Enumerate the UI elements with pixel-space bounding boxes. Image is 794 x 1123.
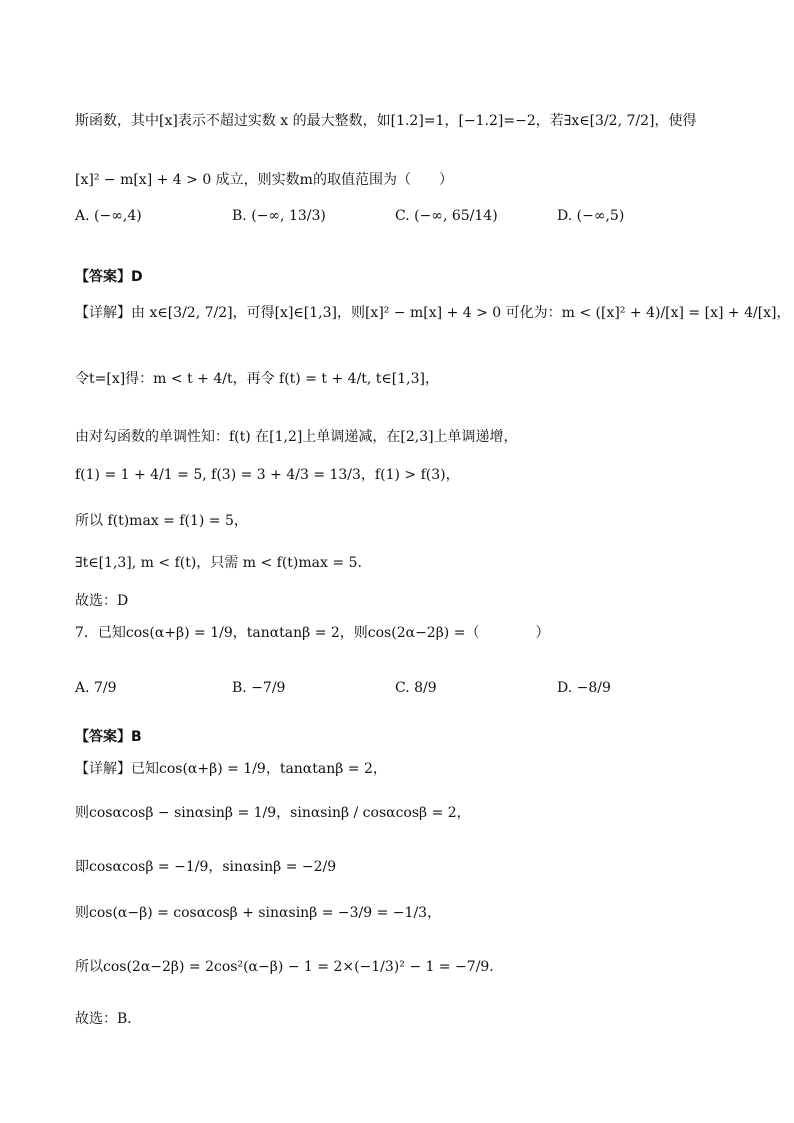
option-b-7: B. −7/9 xyxy=(232,680,286,696)
answer-label-7: 【答案】B xyxy=(75,729,142,745)
option-a: A. (−∞,4) xyxy=(75,208,142,224)
problem6-line1: 斯函数，其中[x]表示不超过实数 x 的最大整数，如[1.2]=1，[−1.2]=−2，若∃x∈[3/2, 7/2]，使得 xyxy=(75,113,697,129)
detail-7-line1: 【详解】已知cos(α+β) = 1/9，tanαtanβ = 2， xyxy=(75,761,387,777)
detail-7-line3: 即cosαcosβ = −1/9，sinαsinβ = −2/9 xyxy=(75,859,337,875)
detail-6-line4: f(1) = 1 + 4/1 = 5, f(3) = 3 + 4/3 = 13/3，f(1) > f(3)， xyxy=(75,467,460,483)
problem6-line2: [x]² − m[x] + 4 > 0 成立，则实数m的取值范围为（ ） xyxy=(75,172,453,188)
detail-7-line2: 则cosαcosβ − sinαsinβ = 1/9，sinαsinβ / cosαcosβ = 2， xyxy=(75,805,471,821)
answer-label-6: 【答案】D xyxy=(75,269,143,285)
option-d: D. (−∞,5) xyxy=(557,208,625,224)
option-c-7: C. 8/9 xyxy=(395,680,437,696)
detail-6-line2: 令t=[x]得：m < t + 4/t，再令 f(t) = t + 4/t, t∈[1,3]， xyxy=(75,371,439,387)
problem7-stem: 7．已知cos(α+β) = 1/9，tanαtanβ = 2，则cos(2α−2β) =（ ） xyxy=(75,625,550,641)
option-d-7: D. −8/9 xyxy=(557,680,611,696)
choose-6: 故选：D xyxy=(75,593,129,609)
detail-6-line1: 【详解】由 x∈[3/2, 7/2]，可得[x]∈[1,3]，则[x]² − m[x] + 4 > 0 可化为：m < ([x]² + 4)/[x] = [x] + 4/[x]， xyxy=(75,305,791,321)
detail-6-line5: 所以 f(t)max = f(1) = 5， xyxy=(75,513,248,529)
choose-7: 故选：B． xyxy=(75,1011,142,1027)
detail-7-line4: 则cos(α−β) = cosαcosβ + sinαsinβ = −3/9 = −1/3， xyxy=(75,905,442,921)
option-a-7: A. 7/9 xyxy=(75,680,117,696)
detail-7-line5: 所以cos(2α−2β) = 2cos²(α−β) − 1 = 2×(−1/3)² − 1 = −7/9． xyxy=(75,959,504,975)
detail-6-line6: ∃t∈[1,3], m < f(t)，只需 m < f(t)max = 5. xyxy=(75,555,362,571)
detail-6-line3: 由对勾函数的单调性知：f(t) 在[1,2]上单调递减，在[2,3]上单调递增， xyxy=(75,429,518,445)
option-c: C. (−∞, 65/14) xyxy=(395,208,498,224)
option-b: B. (−∞, 13/3) xyxy=(232,208,326,224)
